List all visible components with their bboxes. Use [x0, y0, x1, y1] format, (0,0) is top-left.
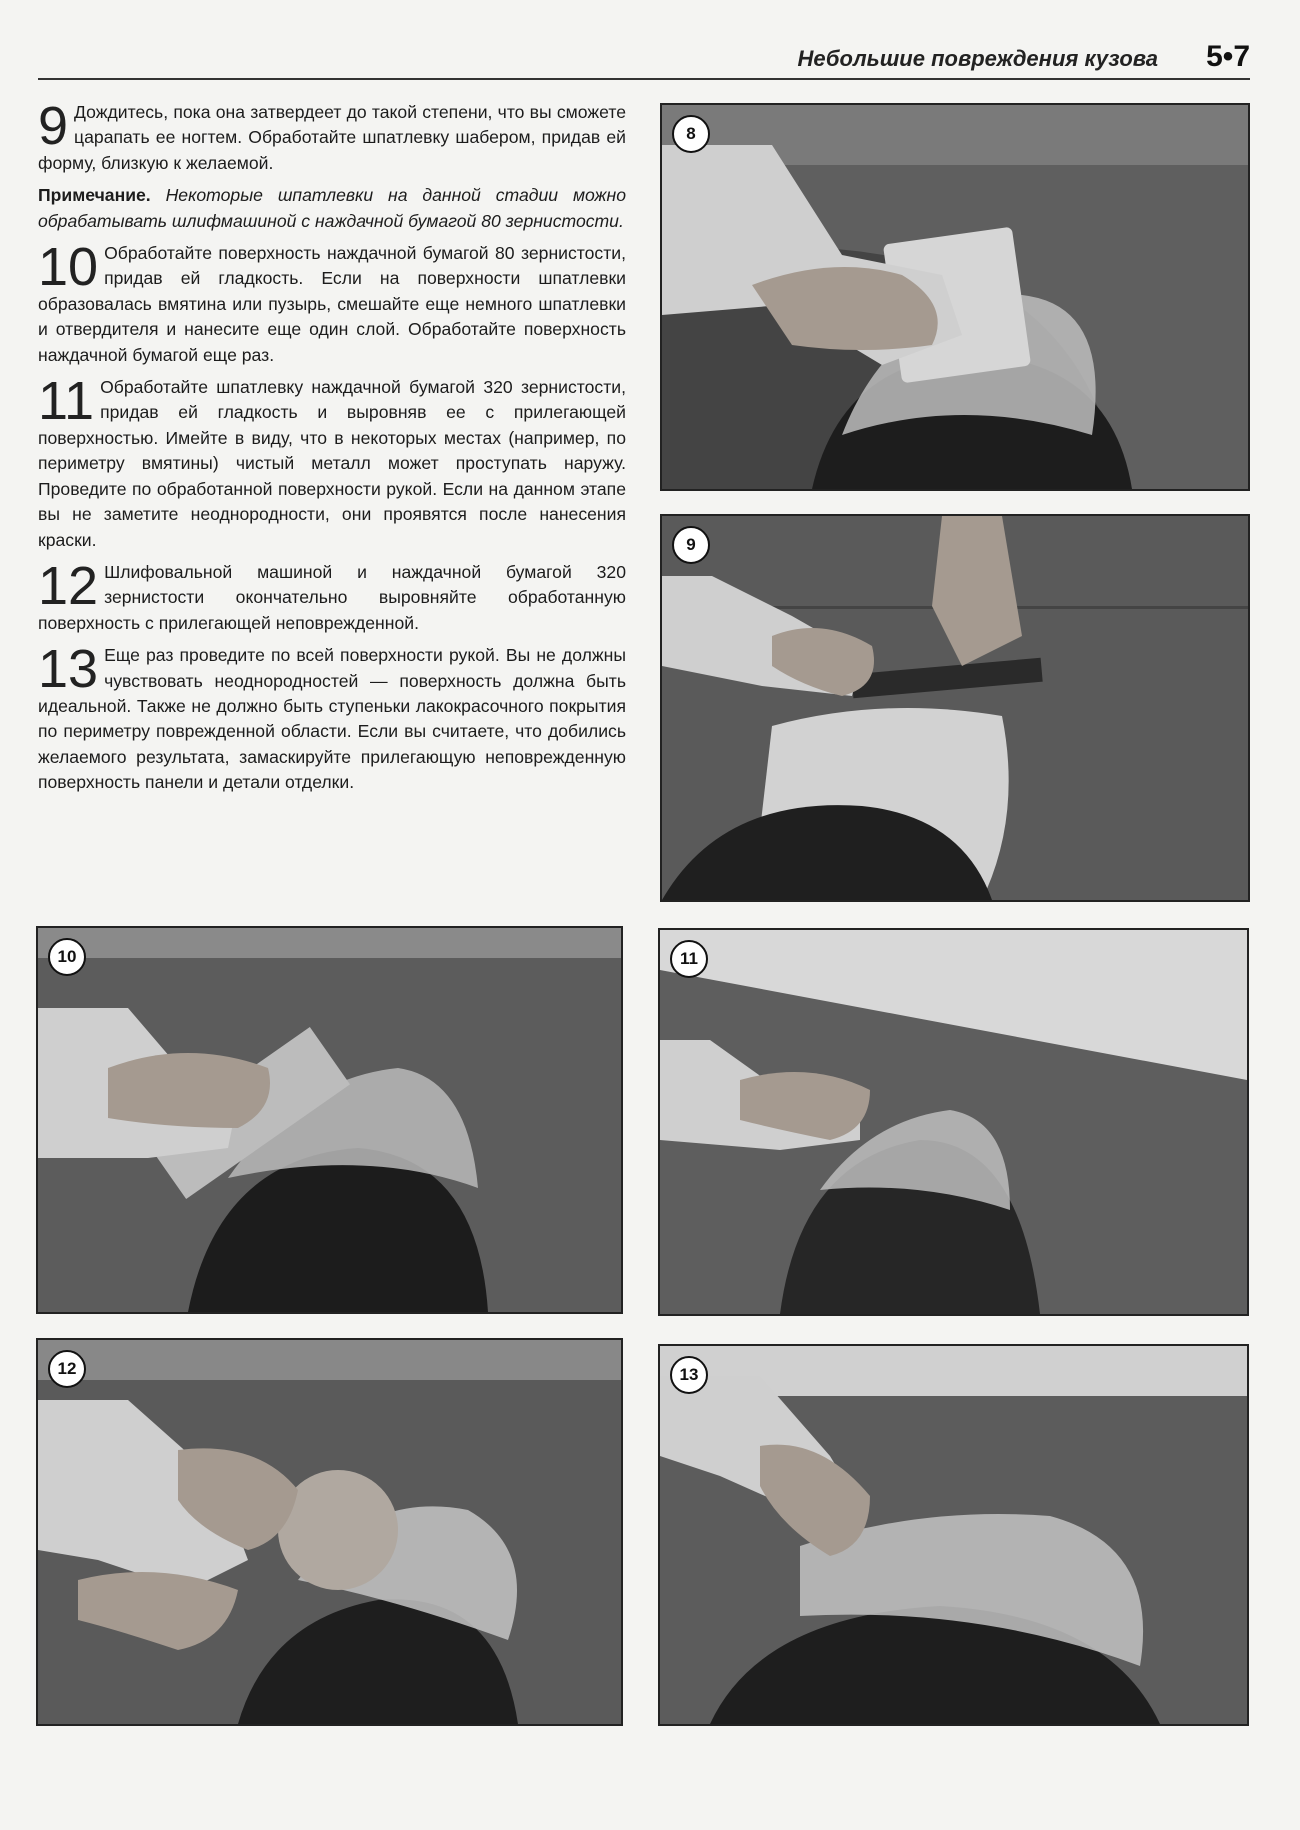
note [38, 183, 626, 234]
note-text: Некоторые шпатлевки на данной стадии можно обрабатывать шлифмашиной с наждачной бумагой 80 зернистости. [38, 185, 626, 231]
step-number: 12 [38, 559, 99, 616]
photo-12-image [38, 1340, 621, 1724]
instructions-column [38, 100, 626, 803]
section-title: Небольшие повреждения кузова [797, 46, 1158, 71]
photo-8-image [662, 105, 1248, 489]
photo-9-image [662, 516, 1248, 900]
photo-number-label: 10 [48, 938, 86, 976]
step-text: Дождитесь, пока она затвердеет до такой степени, что вы сможете царапать ее ногтем. Обработайте шпатлевку шабером, придав ей форму, близкую к желаемой. [38, 102, 626, 173]
photo-11 [658, 928, 1249, 1316]
step-number: 9 [38, 100, 69, 156]
page-number: 5•7 [1206, 40, 1250, 73]
page-header [38, 38, 1250, 80]
photo-10 [36, 926, 623, 1314]
step-13 [38, 643, 626, 795]
step-10 [38, 241, 626, 368]
photo-13 [658, 1344, 1249, 1726]
step-number: 11 [38, 375, 95, 432]
photo-9 [660, 514, 1250, 902]
photo-number-label: 11 [670, 940, 708, 978]
step-11 [38, 375, 626, 553]
photo-10-image [38, 928, 621, 1312]
step-text: Шлифовальной машиной и наждачной бумагой 320 зернистости окончательно выровняйте обработанную поверхность с прилегающей неповрежденной. [38, 561, 626, 633]
step-text: Еще раз проведите по всей поверхности рукой. Вы не должны чувствовать неоднородностей — поверхность должна быть идеальной. Также не должно быть ступеньки лакокрасочного покрытия по периметру поврежденной области. Если вы считаете, что добились желаемого результата, замаскируйте прилегающую неповрежденную поверхность панели и детали отделки. [38, 645, 626, 793]
photo-12 [36, 1338, 623, 1726]
photo-number-label: 13 [670, 1356, 708, 1394]
photo-8 [660, 103, 1250, 491]
step-number: 13 [38, 643, 99, 700]
step-text: Обработайте шпатлевку наждачной бумагой 320 зернистости, придав ей гладкость и выровняв ее с прилегающей поверхностью. Имейте в виду, что в некоторых местах (например, по периметру вмятины) чистый металл может проступать наружу. Проведите по обработанной поверхности рукой. Если на данном этапе вы не заметите неоднородности, они проявятся после нанесения краски. [38, 377, 626, 550]
photo-11-image [660, 930, 1247, 1314]
step-number: 10 [38, 241, 99, 298]
photo-number-label: 9 [672, 526, 710, 564]
step-9 [38, 100, 626, 176]
photo-13-image [660, 1346, 1247, 1724]
step-text: Обработайте поверхность наждачной бумагой 80 зернистости, придав ей гладкость. Если на поверхности шпатлевки образовалась вмятина или пузырь, смешайте еще немного шпатлевки и отвердителя и нанесите еще один слой. Обработайте поверхность наждачной бумагой еще раз. [38, 243, 626, 365]
step-12 [38, 560, 626, 636]
photo-number-label: 12 [48, 1350, 86, 1388]
note-label: Примечание. [38, 185, 151, 206]
photo-number-label: 8 [672, 115, 710, 153]
